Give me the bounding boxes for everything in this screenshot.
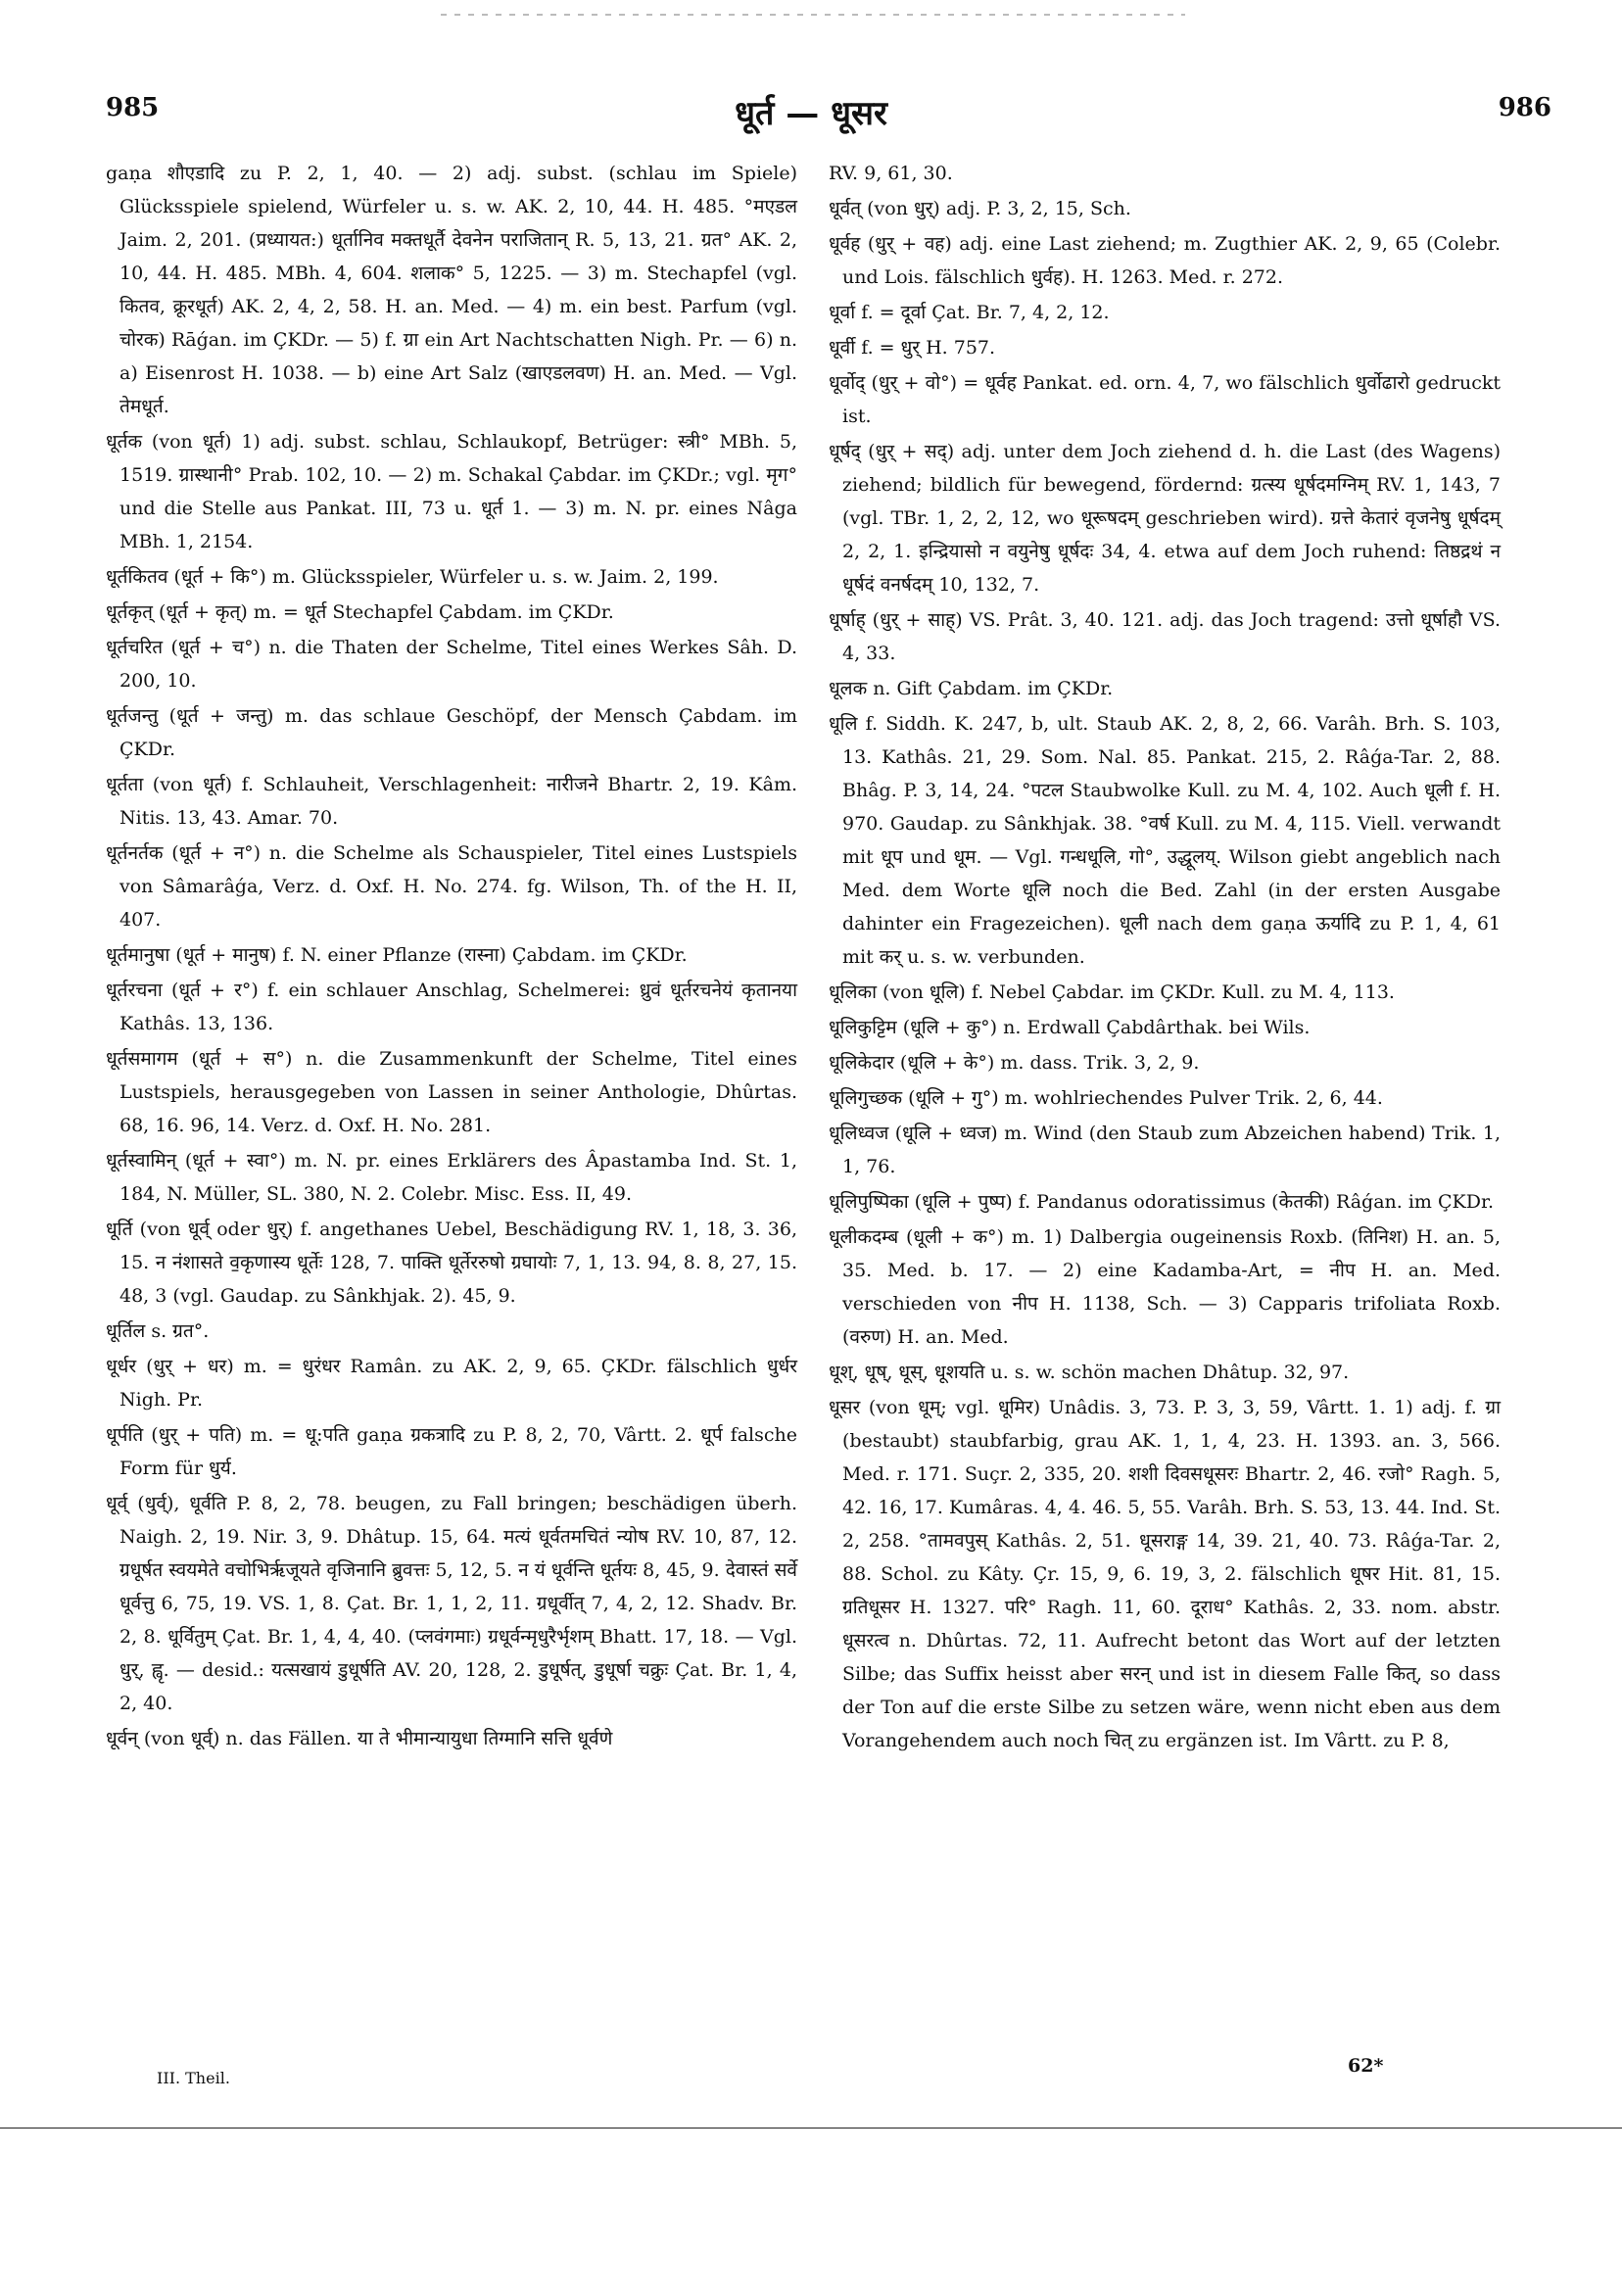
dictionary-entry: धूर्वह (धुर् + वह) adj. eine Last ziehend; m. Zugthier AK. 2, 9, 65 (Colebr. und Lois. fälschlich धुर्वह). H. 1263. Med. r. 272. [829, 233, 1501, 288]
dictionary-entry: धूलिकुट्टिम (धूलि + कु°) n. Erdwall Çabdârthak. bei Wils. [829, 1017, 1311, 1038]
page-number-left: 985 [106, 93, 160, 122]
volume-label: III. Theil. [157, 2069, 230, 2087]
dictionary-entry: धूश्, धूष्, धूस्, धूशयति u. s. w. schön machen Dhâtup. 32, 97. [829, 1362, 1350, 1383]
dictionary-entry: धूर्षद् (धुर् + सद्) adj. unter dem Joch ziehend d. h. die Last (des Wagens) ziehend; bildlich für bewegend, fördernd: ग्रत्स्य धूर्षदमग्निम् RV. 1, 143, 7 (vgl. TBr. 1, 2, 2, 12, wo धूरूषदम् geschrieben wird). ग्रत्ते केतारं वृजनेषु धूर्षदम् 2, 2, 1. इन्द्रियासो न वयुनेषु धूर्षदः 34, 4. etwa auf dem Joch ruhend: तिष्ठद्रथं न धूर्षदं वनर्षदम् 10, 132, 7. [829, 441, 1501, 596]
left-column [106, 157, 797, 1757]
dictionary-entry: धूर्तता (von धूर्त) f. Schlauheit, Verschlagenheit: नारीजने Bhartr. 2, 19. Kâm. Nitis. 13, 43. Amar. 70. [106, 774, 797, 829]
dictionary-entry: धूर्पति (धुर् + पति) m. = धू:पति gaṇa ग्रकत्रादि zu P. 8, 2, 70, Vârtt. 2. धूर्प falsche Form für धुर्य. [106, 1424, 797, 1479]
page-header [106, 93, 1551, 133]
dictionary-entry: धूर्तसमागम (धूर्त + स°) n. die Zusammenkunft der Schelme, Titel eines Lustspiels, herausgegeben von Lassen in seiner Anthologie, Dhûrtas. 68, 16. 96, 14. Verz. d. Oxf. H. No. 281. [106, 1048, 797, 1136]
dictionary-entry: धूलिका (von धूलि) f. Nebel Çabdar. im ÇKDr. Kull. zu M. 4, 113. [829, 981, 1395, 1003]
dictionary-entry: धूर्तकितव (धूर्त + कि°) m. Glücksspieler, Würfeler u. s. w. Jaim. 2, 199. [106, 566, 719, 588]
dictionary-entry: धूर्वोद् (धुर् + वो°) = धूर्वह Pankat. ed. orn. 4, 7, wo fälschlich धुर्वोढारो gedruckt ist. [829, 372, 1501, 427]
dictionary-entry: धूलिध्वज (धूलि + ध्वज) m. Wind (den Staub zum Abzeichen habend) Trik. 1, 1, 76. [829, 1123, 1501, 1177]
scan-artifact [441, 14, 1185, 16]
dictionary-entry: धूसर (von धूम्; vgl. धूमिर) Unâdis. 3, 73. P. 3, 3, 59, Vârtt. 1. 1) adj. f. ग्रा (bestaubt) staubfarbig, grau AK. 1, 1, 4, 23. H. 1393. an. 3, 566. Med. r. 171. Suçr. 2, 335, 20. शशी दिवसधूसरः Bhartr. 2, 46. रजो° Ragh. 5, 42. 16, 17. Kumâras. 4, 4. 46. 5, 55. Varâh. Brh. S. 53, 13. 44. Ind. St. 2, 258. °तामवपुस् Kathâs. 2, 51. धूसराङ्ग 14, 39. 21, 40. 73. Râǵa-Tar. 2, 88. Schol. zu Kâty. Çr. 15, 9, 6. 19, 3, 2. fälschlich धूषर Hit. 81, 15. ग्रतिधूसर H. 1327. परि° Ragh. 11, 60. दूराध° Kathâs. 2, 33. nom. abstr. धूसरत्व n. Dhûrtas. 72, 11. Aufrecht betont das Wort auf der letzten Silbe; das Suffix heisst aber सरन् und ist in diesem Falle कित्, so dass der Ton auf die erste Silbe zu setzen wäre, wenn nicht eben aus dem Vorangehendem auch noch चित् zu ergänzen ist. Im Vârtt. zu P. 8, [829, 1397, 1501, 1751]
page-number-right: 986 [1498, 93, 1551, 122]
dictionary-entry: धूलिकेदार (धूलि + के°) m. dass. Trik. 3, 2, 9. [829, 1052, 1200, 1074]
running-head: धूर्त — धूसर [735, 94, 887, 133]
dictionary-entry: gaṇa शौएडादि zu P. 2, 1, 40. — 2) adj. subst. (schlau im Spiele) Glücksspiele spielend, Würfeler u. s. w. AK. 2, 10, 44. H. 485. °मएडल Jaim. 2, 201. (प्रध्यायत:) धूर्तानिव मक्तधूर्तै देवनेन पराजितान् R. 5, 13, 21. ग्रत° AK. 2, 10, 44. H. 485. MBh. 4, 604. शलाक° 5, 1225. — 3) m. Stechapfel (vgl. कितव, क्रूरधूर्त) AK. 2, 4, 2, 58. H. an. Med. — 4) m. ein best. Parfum (vgl. चोरक) Rāǵan. im ÇKDr. — 5) f. ग्रा ein Art Nachtschatten Nigh. Pr. — 6) n. a) Eisenrost H. 1038. — b) eine Art Salz (खाएडलवण) H. an. Med. — Vgl. तेमधूर्त. [106, 163, 797, 417]
dictionary-entry: धूलक n. Gift Çabdam. im ÇKDr. [829, 678, 1114, 699]
dictionary-entry: धूर्तरचना (धूर्त + र°) f. ein schlauer Anschlag, Schelmerei: ध्रुवं धूर्तरचनेयं कृतानया Kathâs. 13, 136. [106, 980, 797, 1034]
dictionary-entry: धूर्षाह् (धुर् + साह्) VS. Prât. 3, 40. 121. adj. das Joch tragend: उत्तो धूर्षाहौ VS. 4, 33. [829, 609, 1501, 664]
dictionary-entry: धूर्वी f. = धुर् H. 757. [829, 337, 996, 359]
dictionary-entry: धूर्व् (धुर्व्), धूर्वति P. 8, 2, 78. beugen, zu Fall bringen; beschädigen überh. Naigh. 2, 19. Nir. 3, 9. Dhâtup. 15, 64. मत्यं धूर्वतमचितं न्योष RV. 10, 87, 12. ग्रधूर्षत स्वयमेते वचोभिर्ऋजूयते वृजिनानि ब्रुवत्तः 5, 12, 5. न यं धूर्वन्ति धूर्तयः 8, 45, 9. देवास्तं सर्वे धूर्वत्तु 6, 75, 19. VS. 1, 8. Çat. Br. 1, 1, 2, 11. ग्रधूर्वीत् 7, 4, 2, 12. Shadv. Br. 2, 8. धूर्वितुम् Çat. Br. 1, 4, 4, 40. (प्लवंगमाः) ग्रधूर्वन्मृधुरैर्भृशम् Bhatt. 17, 18. — Vgl. धुर्, ह्वृ. — desid.: यत्सखायं डुधूर्षति AV. 20, 128, 2. डुधूर्षत्, डुधूर्षा चक्रुः Çat. Br. 1, 4, 2, 40. [106, 1493, 797, 1714]
dictionary-entry: धूर्तजन्तु (धूर्त + जन्तु) m. das schlaue Geschöpf, der Mensch Çabdam. im ÇKDr. [106, 705, 797, 760]
right-column [829, 157, 1501, 1759]
dictionary-entry: धूर्तनर्तक (धूर्त + न°) n. die Schelme als Schauspieler, Titel eines Lustspiels von Sâmarâǵa, Verz. d. Oxf. H. No. 274. fg. Wilson, Th. of the H. II, 407. [106, 842, 797, 931]
dictionary-entry: धूर्तमानुषा (धूर्त + मानुष) f. N. einer Pflanze (रास्ना) Çabdam. im ÇKDr. [106, 944, 688, 966]
dictionary-entry: धूलिपुष्पिका (धूलि + पुष्प) f. Pandanus odoratissimus (केतकी) Râǵan. im ÇKDr. [829, 1191, 1494, 1213]
dictionary-entry: धूर्ति (von धूर्व् oder धुर्) f. angethanes Uebel, Beschädigung RV. 1, 18, 3. 36, 15. न नंशासते व॒कृणास्य धूर्तेः 128, 7. पाक्ति धूर्तेररुषो ग्रघायोः 7, 1, 13. 94, 8. 8, 27, 15. 48, 3 (vgl. Gaudap. zu Sânkhjak. 2). 45, 9. [106, 1219, 797, 1307]
dictionary-entry: धूर्तकृत् (धूर्त + कृत्) m. = धूर्त Stechapfel Çabdam. im ÇKDr. [106, 601, 614, 623]
dictionary-entry: धूर्तस्वामिन् (धूर्त + स्वा°) m. N. pr. eines Erklärers des Âpastamba Ind. St. 1, 184, N. Müller, SL. 380, N. 2. Colebr. Misc. Ess. II, 49. [106, 1150, 797, 1205]
dictionary-entry: धूर्वन् (von धूर्व्) n. das Fällen. या ते भीमान्यायुधा तिग्मानि सत्ति धूर्वणे [106, 1728, 613, 1749]
dictionary-entry: RV. 9, 61, 30. [829, 163, 953, 184]
dictionary-entry: धूलिगुच्छक (धूलि + गु°) m. wohlriechendes Pulver Trik. 2, 6, 44. [829, 1087, 1383, 1109]
dictionary-entry: धूर्वा f. = दूर्वा Çat. Br. 7, 4, 2, 12. [829, 302, 1110, 323]
dictionary-entry: धूर्तचरित (धूर्त + च°) n. die Thaten der Schelme, Titel eines Werkes Sâh. D. 200, 10. [106, 637, 797, 692]
dictionary-entry: धूलीकदम्ब (धूली + क°) m. 1) Dalbergia ougeinensis Roxb. (तिनिश) H. an. 5, 35. Med. b. 17. — 2) eine Kadamba-Art, = नीप H. an. Med. verschieden von नीप H. 1138, Sch. — 3) Capparis trifoliata Roxb. (वरुण) H. an. Med. [829, 1226, 1501, 1348]
signature-mark: 62* [1348, 2055, 1384, 2077]
dictionary-entry: धूलि f. Siddh. K. 247, b, ult. Staub AK. 2, 8, 2, 66. Varâh. Brh. S. 103, 13. Kathâs. 21, 29. Som. Nal. 85. Pankat. 215, 2. Râǵa-Tar. 2, 88. Bhâg. P. 3, 14, 24. °पटल Staubwolke Kull. zu M. 4, 102. Auch धूली f. H. 970. Gaudap. zu Sânkhjak. 38. °वर्ष Kull. zu M. 4, 115. Viell. verwandt mit धूप und धूम. — Vgl. गन्धधूलि, गो°, उद्धूलय्. Wilson giebt angeblich nach Med. dem Worte धूलि noch die Bed. Zahl (in der ersten Ausgabe dahinter ein Fragezeichen). धूली nach dem gaṇa ऊर्यादि zu P. 1, 4, 61 mit कर् u. s. w. verbunden. [829, 713, 1501, 968]
dictionary-entry: धूर्तक (von धूर्त) 1) adj. subst. schlau, Schlaukopf, Betrüger: स्त्री° MBh. 5, 1519. ग्रास्थानी° Prab. 102, 10. — 2) m. Schakal Çabdar. im ÇKDr.; vgl. मृग° und die Stelle aus Pankat. III, 73 u. धूर्त 1. — 3) m. N. pr. eines Nâga MBh. 1, 2154. [106, 431, 797, 552]
dictionary-entry: धूर्वत् (von धुर्) adj. P. 3, 2, 15, Sch. [829, 198, 1131, 219]
dictionary-entry: धूर्तिल s. ग्रत°. [106, 1320, 210, 1342]
dictionary-entry: धूर्धर (धुर् + धर) m. = धुरंधर Ramân. zu AK. 2, 9, 65. ÇKDr. fälschlich धुर्धर Nigh. Pr. [106, 1356, 797, 1411]
bottom-rule [0, 2128, 1622, 2129]
